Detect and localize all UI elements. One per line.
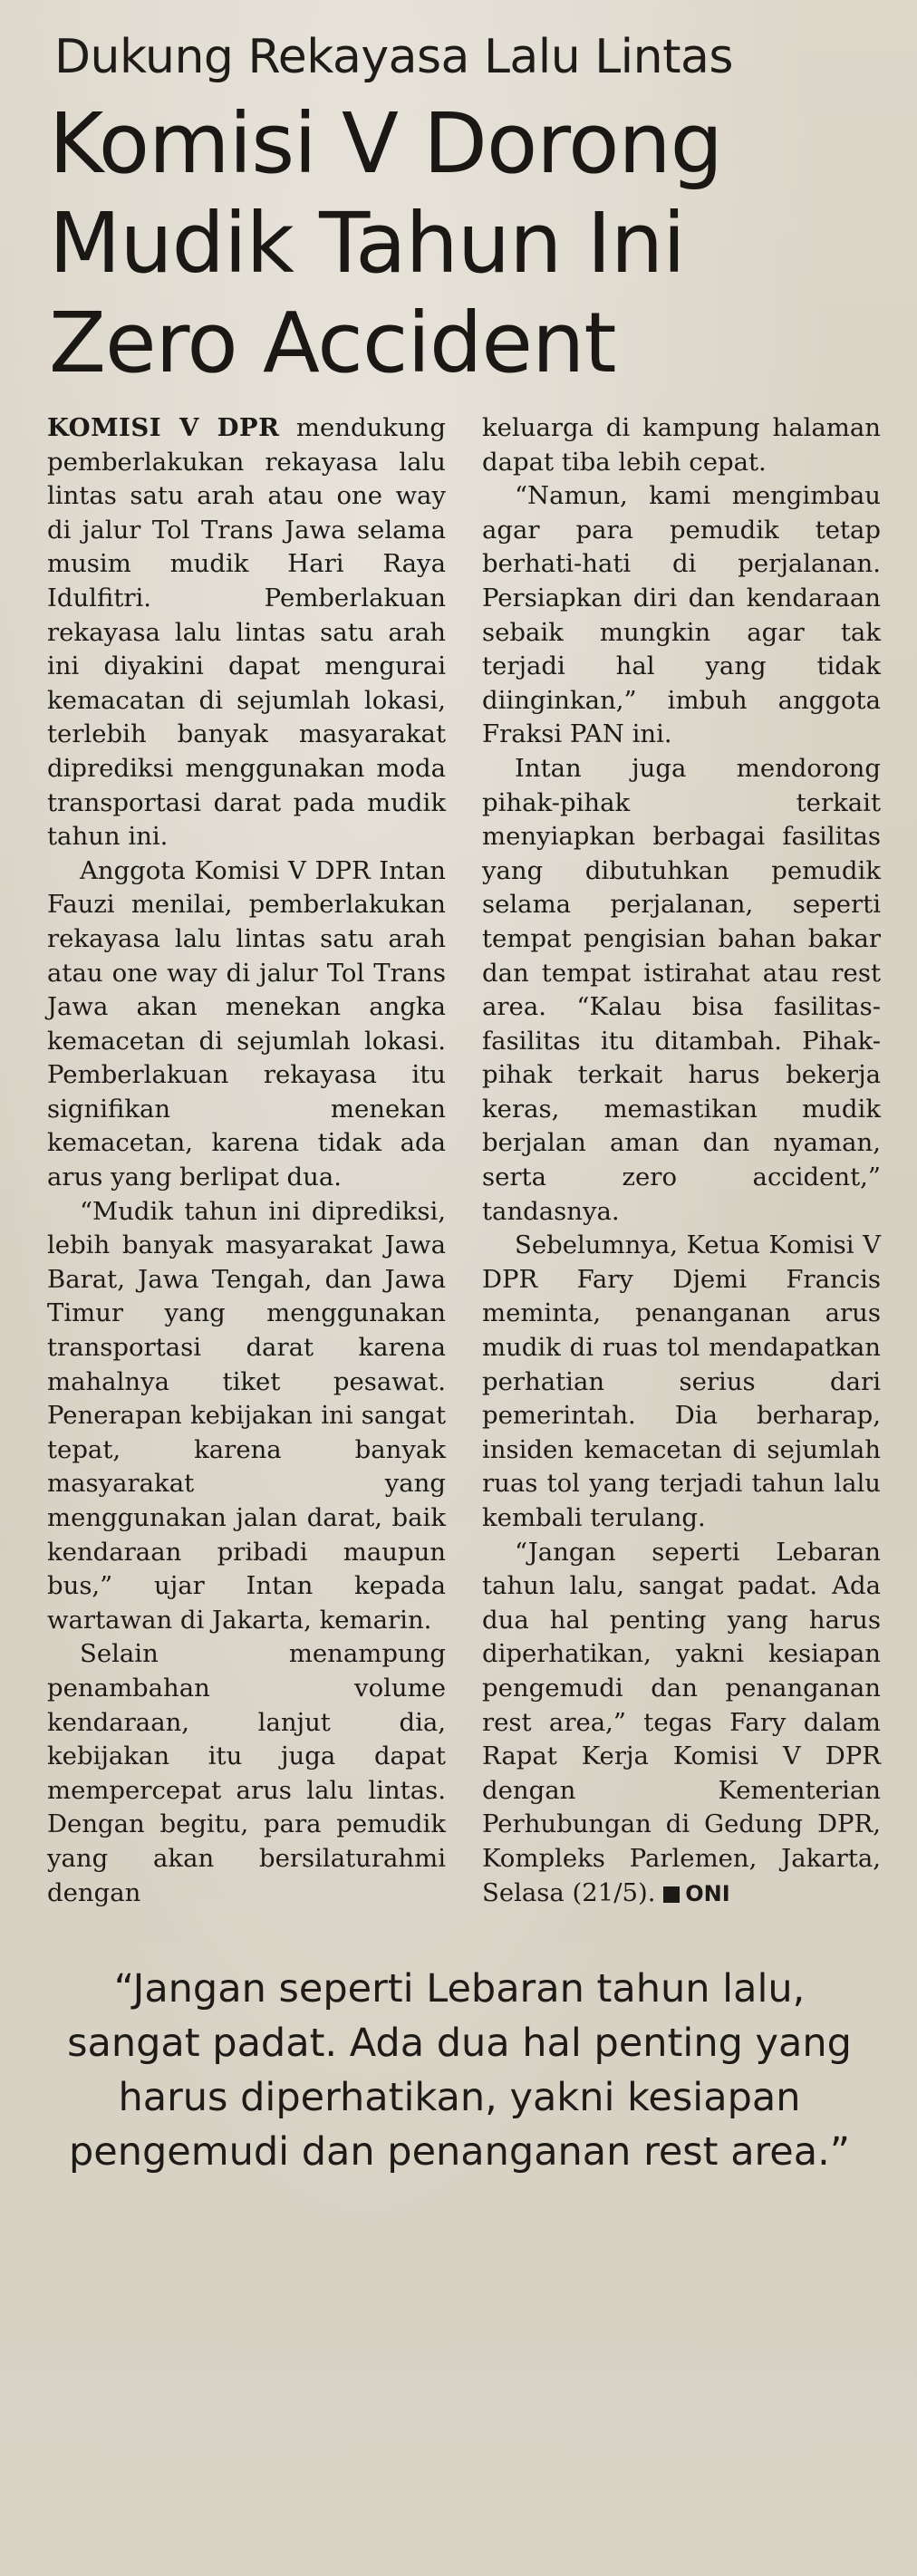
paragraph bbox=[482, 1536, 881, 1912]
author-signature bbox=[663, 1881, 729, 1906]
pull-quote: “Jangan seperti Lebaran tahun lalu, sangat padat. Ada dua hal penting yang harus diperhatikan, yakni kesiapan pengemudi dan penanganan rest area.” bbox=[67, 1966, 852, 2176]
column-left bbox=[47, 411, 446, 1911]
paragraph: “Namun, kami mengimbau agar para pemudik tetap berhati-hati di perjalanan. Persiapkan diri dan kendaraan sebaik mungkin agar tak terjadi hal yang tidak diinginkan,” imbuh anggota Fraksi PAN ini. bbox=[482, 481, 881, 749]
headline-line-2: Mudik Tahun Ini bbox=[49, 195, 685, 292]
kicker: Dukung Rekayasa Lalu Lintas bbox=[54, 30, 733, 84]
headline-line-1: Komisi V Dorong bbox=[49, 95, 723, 192]
paragraph: Selain menampung penambahan volume kendaraan, lanjut dia, kebijakan itu juga dapat mempercepat arus lalu lintas. Dengan begitu, para pemudik yang akan bersilaturahmi dengan bbox=[47, 1639, 446, 1907]
article-body bbox=[47, 411, 881, 1911]
paragraph: Anggota Komisi V DPR Intan Fauzi menilai, pemberlakukan rekayasa lalu lintas satu arah atau one way di jalur Tol Trans Jawa akan menekan angka kemacetan di sejumlah lokasi. Pemberlakuan rekayasa itu signifikan menekan kemacetan, karena tidak ada arus yang berlipat dua. bbox=[47, 855, 446, 1192]
paragraph-text: “Jangan seperti Lebaran tahun lalu, sangat padat. Ada dua hal penting yang harus diperhatikan, yakni kesiapan pengemudi dan penanganan rest area,” tegas Fary dalam Rapat Kerja Komisi V DPR dengan Kementerian Perhubungan di Gedung DPR, Kompleks Parlemen, Jakarta, Selasa (21/5). bbox=[482, 1537, 881, 1907]
headline bbox=[49, 94, 881, 393]
author-initials: ONI bbox=[685, 1880, 730, 1906]
paragraph bbox=[47, 411, 446, 854]
paragraph: Intan juga mendorong pihak-pihak terkait menyiapkan berbagai fasilitas yang dibutuhkan pemudik selama perjalanan, seperti tempat pengisian bahan bakar dan tempat istirahat atau rest area. “Kalau bisa fasilitas-fasilitas itu ditambah. Pihak-pihak terkait harus bekerja keras, memastikan mudik berjalan aman dan nyaman, serta zero accident,” tandasnya. bbox=[482, 753, 881, 1226]
paragraph: “Mudik tahun ini diprediksi, lebih banyak masyarakat Jawa Barat, Jawa Tengah, dan Jawa Timur yang menggunakan transportasi darat karena mahalnya tiket pesawat. Penerapan kebijakan ini sangat tepat, karena banyak masyarakat yang menggunakan jalan darat, baik kendaraan pribadi maupun bus,” ujar Intan kepada wartawan di Jakarta, kemarin. bbox=[47, 1196, 446, 1635]
headline-line-3: Zero Accident bbox=[49, 294, 616, 391]
paragraph: Sebelumnya, Ketua Komisi V DPR Fary Djemi Francis meminta, penanganan arus mudik di ruas tol mendapatkan perhatian serius dari pemerintah. Dia berharap, insiden kemacetan di sejumlah ruas tol yang terjadi tahun lalu kembali terulang. bbox=[482, 1230, 881, 1532]
paragraph-text: mendukung pemberlakukan rekayasa lalu lintas satu arah atau one way di jalur Tol Trans Jawa selama musim mudik Hari Raya Idulfitri. Pemberlakuan rekayasa lalu lintas satu arah ini diyakini dapat mengurai kemacatan di sejumlah lokasi, terlebih banyak masyarakat diprediksi menggunakan moda transportasi darat pada mudik tahun ini. bbox=[47, 413, 446, 852]
paragraph: keluarga di kampung halaman dapat tiba lebih cepat. bbox=[482, 413, 881, 477]
end-mark-icon bbox=[663, 1886, 680, 1903]
column-right bbox=[482, 411, 881, 1911]
lead-in: KOMISI V DPR bbox=[47, 413, 280, 442]
